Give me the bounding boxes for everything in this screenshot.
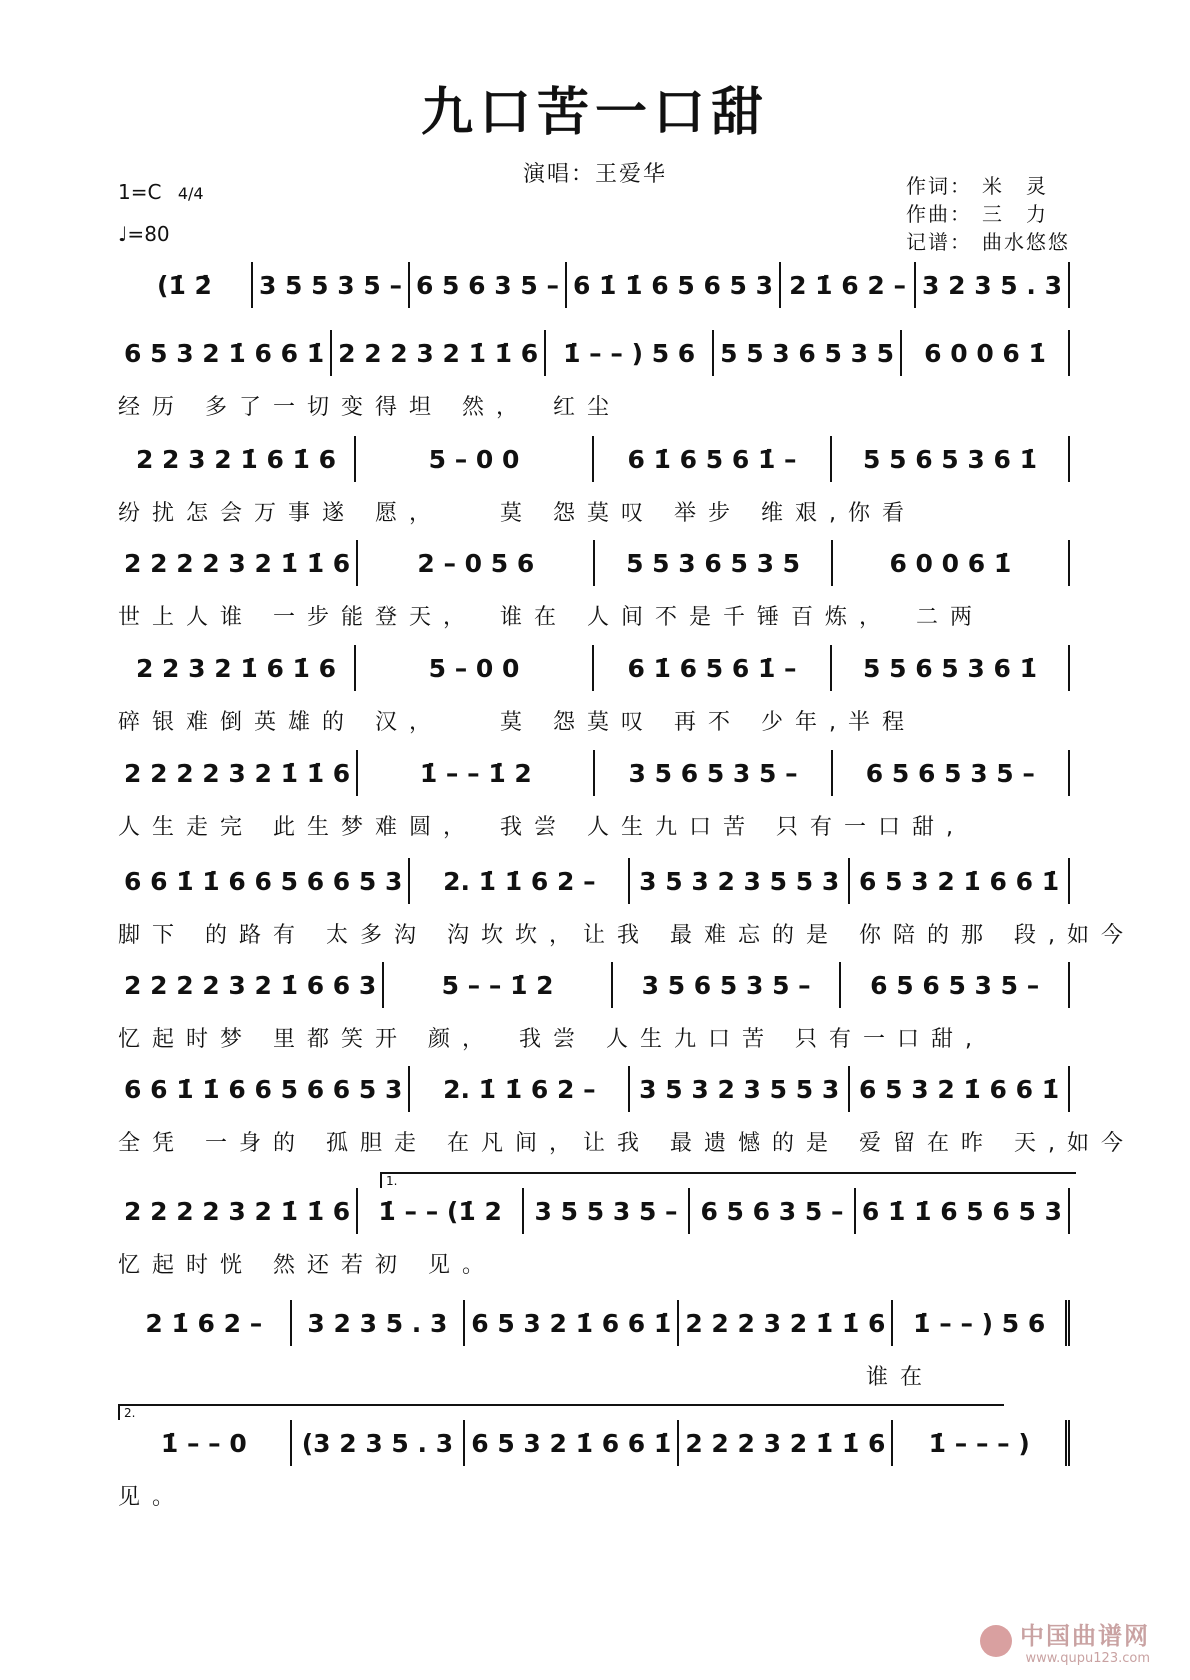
measure: 6 5 3 2 1̇ 6 6 1̇	[465, 1300, 679, 1346]
notes-line	[118, 1066, 1070, 1112]
measure: 2 1̇ 6 2 –	[118, 1300, 292, 1346]
measure: 3 2 3 5 . 3	[292, 1300, 466, 1346]
lyrics-line: 人生走完 此生梦难圆， 我尝 人生九口苦 只有一口甜,	[118, 815, 965, 840]
measure: 1̇ – – – )	[893, 1420, 1070, 1466]
measure: 6 5 6 5 3 5 –	[833, 750, 1070, 796]
measure: 2 2 2 2 3 2 1̇ 1̇ 6	[118, 1188, 358, 1234]
measure: 2 2 2 3 2 1̇ 1̇ 6	[679, 1300, 893, 1346]
notes-line	[118, 262, 1070, 308]
singer: 演唱：王爱华	[522, 162, 667, 187]
notes-line	[118, 540, 1070, 586]
measure: 6 5 3 2 1̇ 6 6 1̇	[118, 330, 332, 376]
notes-line	[118, 750, 1070, 796]
measure: 6 5 6 3 5 –	[410, 262, 567, 308]
measure: 3 5 5 3 5 –	[253, 262, 410, 308]
measure: 6 1̇ 6 5 6 1̇ –	[594, 436, 832, 482]
lyrics-line: 脚下 的路有 太多沟 沟坎坎，让我 最难忘的是 你陪的那 段,如今	[118, 923, 1135, 948]
notes-line	[118, 1188, 1070, 1234]
measure: 5 5 6 5 3 6 1̇	[832, 436, 1070, 482]
measure: 5 5 6 5 3 6 1̇	[832, 645, 1070, 691]
measure: 6 6 1̇ 1̇ 6 6 5 6 6 5 3	[118, 1066, 410, 1112]
measure: 5 – 0 0	[356, 436, 594, 482]
notes-line	[118, 1300, 1070, 1346]
measure: 6 1̇ 6 5 6 1̇ –	[594, 645, 832, 691]
measure: 2. 1̇ 1̇ 6 2 –	[410, 858, 630, 904]
measure: 6 1̇ 1̇ 6 5 6 5 3	[567, 262, 781, 308]
measure: 6 5 6 3 5 –	[690, 1188, 856, 1234]
notes-line	[118, 962, 1070, 1008]
volta-bracket: 1.	[380, 1172, 1076, 1188]
lyrics-line: 谁在	[118, 1365, 935, 1390]
transcriber-label: 记谱：	[906, 230, 972, 254]
watermark	[980, 1616, 1150, 1666]
measure: 1̇ – – (1̇ 2	[358, 1188, 524, 1234]
measure: 5 5 3 6 5 3 5	[714, 330, 902, 376]
measure: (3 2 3 5 . 3	[292, 1420, 466, 1466]
measure: 1̇ – – ) 5 6	[546, 330, 714, 376]
measure: 1̇ – – ) 5 6	[893, 1300, 1070, 1346]
composer: 三 力	[982, 202, 1048, 226]
measure: 2 2 3 2 1̇ 6 1̇ 6	[118, 436, 356, 482]
measure: 6 0 0 6 1̇	[833, 540, 1070, 586]
notes-line	[118, 330, 1070, 376]
volta-bracket: 2.	[118, 1404, 1004, 1420]
measure: 5 – – 1̇ 2	[384, 962, 613, 1008]
time-signature: 4/4	[177, 184, 204, 203]
lyrics-line: 见。	[118, 1485, 187, 1510]
measure: 2 2 3 2 1̇ 6 1̇ 6	[118, 645, 356, 691]
measure: 2 2 2 2 3 2 1̇ 1̇ 6	[118, 750, 358, 796]
measure: 5 5 3 6 5 3 5	[595, 540, 832, 586]
measure: 2 2 2 2 3 2 1̇ 6 6 3	[118, 962, 384, 1008]
watermark-logo-icon	[980, 1625, 1012, 1657]
notes-line	[118, 1420, 1070, 1466]
measure: 2 2 2 3 2 1̇ 1̇ 6	[332, 330, 546, 376]
title: 九口苦一口甜	[420, 82, 769, 143]
measure: 2 2 2 3 2 1̇ 1̇ 6	[679, 1420, 893, 1466]
lyrics-line: 经历 多了一切变得坦 然， 红尘	[118, 395, 621, 420]
measure: 1̇ – – 0	[118, 1420, 292, 1466]
measure: 3 2 3 5 . 3	[916, 262, 1070, 308]
measure: (1̇ 2̇	[118, 262, 253, 308]
lyrics-line: 忆起时梦 里都笑开 颜， 我尝 人生九口苦 只有一口甜,	[118, 1027, 984, 1052]
transcriber: 曲水悠悠	[982, 230, 1070, 254]
measure: 6 5 3 2 1̇ 6 6 1̇	[850, 858, 1070, 904]
lyricist: 米 灵	[982, 174, 1048, 198]
notes-line	[118, 858, 1070, 904]
notes-line	[118, 436, 1070, 482]
measure: 6 6 1̇ 1̇ 6 6 5 6 6 5 3	[118, 858, 410, 904]
measure: 6 1̇ 1̇ 6 5 6 5 3	[856, 1188, 1070, 1234]
measure: 2. 1̇ 1̇ 6 2 –	[410, 1066, 630, 1112]
lyrics-line: 忆起时恍 然还若初 见。	[118, 1253, 496, 1278]
measure: 3 5 6 5 3 5 –	[613, 962, 842, 1008]
lyrics-line: 纷扰怎会万事遂 愿， 莫 怨莫叹 举步 维艰,你看	[118, 501, 916, 526]
measure: 1̇ – – 1̇ 2	[358, 750, 595, 796]
measure: 6 5 6 5 3 5 –	[841, 962, 1070, 1008]
measure: 3 5 3 2 3 5 5 3	[630, 1066, 850, 1112]
composer-label: 作曲：	[906, 202, 972, 226]
lyrics-line: 世上人谁 一步能登天， 谁在 人间不是千锤百炼， 二两	[118, 605, 984, 630]
watermark-name: 中国曲谱网	[1020, 1622, 1150, 1650]
measure: 3 5 3 2 3 5 5 3	[630, 858, 850, 904]
measure: 3 5 5 3 5 –	[524, 1188, 690, 1234]
lyricist-label: 作词：	[906, 174, 972, 198]
tempo: ♩=80	[118, 222, 170, 246]
watermark-url: www.qupu123.com	[1025, 1651, 1150, 1666]
measure: 6 0 0 6 1̇	[902, 330, 1070, 376]
notes-line	[118, 645, 1070, 691]
measure: 5 – 0 0	[356, 645, 594, 691]
lyrics-line: 全凭 一身的 孤胆走 在凡间，让我 最遗憾的是 爱留在昨 天,如今	[118, 1131, 1135, 1156]
measure: 2 – 0 5 6	[358, 540, 595, 586]
measure: 2 1̇ 6 2 –	[781, 262, 916, 308]
measure: 6 5 3 2 1̇ 6 6 1̇	[850, 1066, 1070, 1112]
measure: 3 5 6 5 3 5 –	[595, 750, 832, 796]
measure: 2 2 2 2 3 2 1̇ 1̇ 6	[118, 540, 358, 586]
measure: 6 5 3 2 1̇ 6 6 1̇	[465, 1420, 679, 1466]
key: 1=C	[118, 180, 162, 204]
lyrics-line: 碎银难倒英雄的 汉， 莫 怨莫叹 再不 少年,半程	[118, 710, 916, 735]
